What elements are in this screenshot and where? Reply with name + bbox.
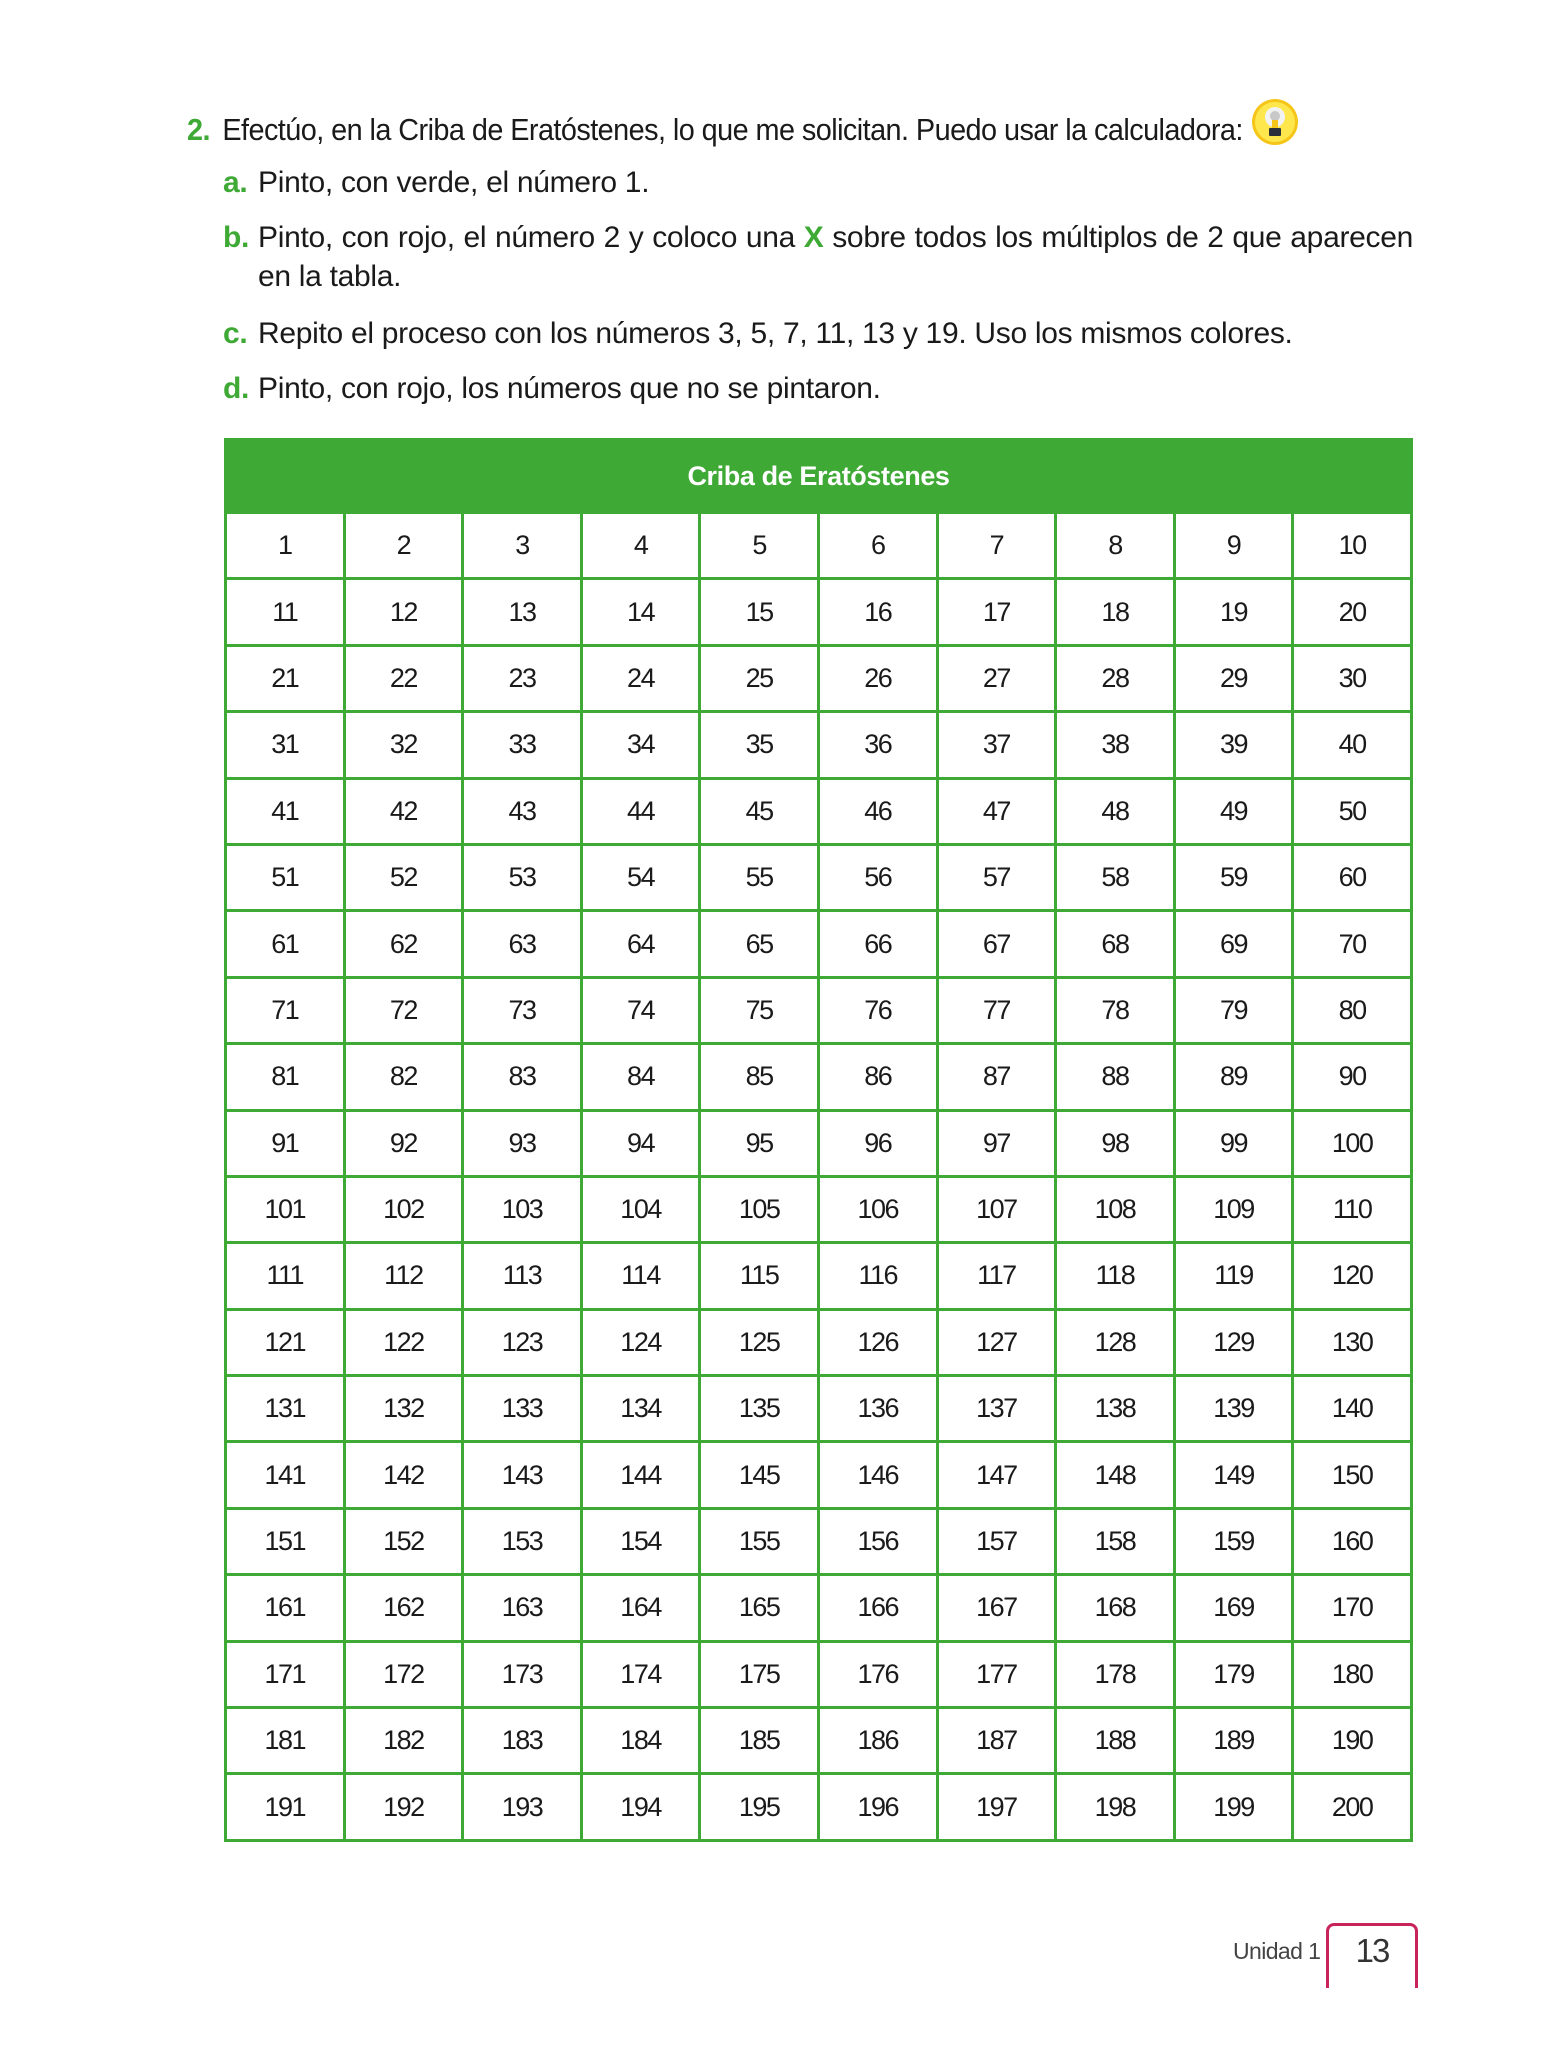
number-cell[interactable]: 155	[700, 1508, 819, 1574]
number-cell[interactable]: 50	[1293, 778, 1412, 844]
number-cell[interactable]: 187	[937, 1708, 1056, 1774]
number-cell[interactable]: 110	[1293, 1176, 1412, 1242]
number-cell[interactable]: 198	[1056, 1774, 1175, 1840]
number-cell[interactable]: 192	[344, 1774, 463, 1840]
exercise-instruction	[187, 112, 1243, 148]
number-cell[interactable]: 132	[344, 1376, 463, 1442]
number-cell[interactable]: 82	[344, 1044, 463, 1110]
number-cell[interactable]: 69	[1174, 911, 1293, 977]
number-cell[interactable]: 59	[1174, 844, 1293, 910]
number-cell[interactable]: 71	[226, 977, 345, 1043]
number-cell[interactable]: 107	[937, 1176, 1056, 1242]
number-cell[interactable]: 25	[700, 645, 819, 711]
number-cell[interactable]: 36	[818, 712, 937, 778]
table-row	[226, 1044, 1412, 1110]
number-cell[interactable]: 144	[581, 1442, 700, 1508]
number-cell[interactable]: 111	[226, 1243, 345, 1309]
number-cell[interactable]: 172	[344, 1641, 463, 1707]
number-cell[interactable]: 125	[700, 1309, 819, 1375]
number-cell[interactable]: 53	[463, 844, 582, 910]
number-cell[interactable]: 95	[700, 1110, 819, 1176]
number-cell[interactable]: 149	[1174, 1442, 1293, 1508]
number-cell[interactable]: 129	[1174, 1309, 1293, 1375]
number-cell[interactable]: 2	[344, 513, 463, 579]
number-cell[interactable]: 55	[700, 844, 819, 910]
number-cell[interactable]: 41	[226, 778, 345, 844]
number-cell[interactable]: 162	[344, 1575, 463, 1641]
number-cell[interactable]: 15	[700, 579, 819, 645]
item-text-part: sobre todos los múltiplos de 2 que aparecen en la tabla.	[258, 221, 1413, 293]
number-cell[interactable]: 113	[463, 1243, 582, 1309]
item-label: b.	[223, 221, 250, 254]
number-cell[interactable]: 35	[700, 712, 819, 778]
number-cell[interactable]: 26	[818, 645, 937, 711]
table-body	[226, 513, 1412, 1841]
number-cell[interactable]: 67	[937, 911, 1056, 977]
number-cell[interactable]: 178	[1056, 1641, 1175, 1707]
number-cell[interactable]: 112	[344, 1243, 463, 1309]
number-cell[interactable]: 142	[344, 1442, 463, 1508]
number-cell[interactable]: 70	[1293, 911, 1412, 977]
number-cell[interactable]: 60	[1293, 844, 1412, 910]
number-cell[interactable]: 20	[1293, 579, 1412, 645]
number-cell[interactable]: 176	[818, 1641, 937, 1707]
number-cell[interactable]: 190	[1293, 1708, 1412, 1774]
item-label: c.	[223, 317, 248, 350]
number-cell[interactable]: 120	[1293, 1243, 1412, 1309]
item-text: Pinto, con rojo, los números que no se pintaron.	[258, 372, 881, 405]
number-cell[interactable]: 139	[1174, 1376, 1293, 1442]
number-cell[interactable]: 184	[581, 1708, 700, 1774]
number-cell[interactable]: 87	[937, 1044, 1056, 1110]
number-cell[interactable]: 167	[937, 1575, 1056, 1641]
number-cell[interactable]: 123	[463, 1309, 582, 1375]
number-cell[interactable]: 80	[1293, 977, 1412, 1043]
number-cell[interactable]: 133	[463, 1376, 582, 1442]
number-cell[interactable]: 115	[700, 1243, 819, 1309]
number-cell[interactable]: 85	[700, 1044, 819, 1110]
table-row	[226, 1774, 1412, 1840]
number-cell[interactable]: 24	[581, 645, 700, 711]
number-cell[interactable]: 92	[344, 1110, 463, 1176]
unit-label: Unidad 1	[1233, 1938, 1321, 1964]
number-cell[interactable]: 40	[1293, 712, 1412, 778]
number-cell[interactable]: 153	[463, 1508, 582, 1574]
number-cell[interactable]: 174	[581, 1641, 700, 1707]
number-cell[interactable]: 88	[1056, 1044, 1175, 1110]
table-row	[226, 911, 1412, 977]
number-cell[interactable]: 185	[700, 1708, 819, 1774]
number-cell[interactable]: 116	[818, 1243, 937, 1309]
number-cell[interactable]: 148	[1056, 1442, 1175, 1508]
number-cell[interactable]: 73	[463, 977, 582, 1043]
number-cell[interactable]: 138	[1056, 1376, 1175, 1442]
number-cell[interactable]: 13	[463, 579, 582, 645]
number-cell[interactable]: 103	[463, 1176, 582, 1242]
number-cell[interactable]: 170	[1293, 1575, 1412, 1641]
number-cell[interactable]: 180	[1293, 1641, 1412, 1707]
number-cell[interactable]: 27	[937, 645, 1056, 711]
number-cell[interactable]: 11	[226, 579, 345, 645]
number-cell[interactable]: 98	[1056, 1110, 1175, 1176]
number-cell[interactable]: 104	[581, 1176, 700, 1242]
number-cell[interactable]: 183	[463, 1708, 582, 1774]
number-cell[interactable]: 84	[581, 1044, 700, 1110]
item-b	[223, 218, 1413, 296]
number-cell[interactable]: 4	[581, 513, 700, 579]
number-cell[interactable]: 38	[1056, 712, 1175, 778]
number-cell[interactable]: 118	[1056, 1243, 1175, 1309]
number-cell[interactable]: 164	[581, 1575, 700, 1641]
item-a	[223, 163, 1413, 202]
number-cell[interactable]: 96	[818, 1110, 937, 1176]
table-row	[226, 1442, 1412, 1508]
number-cell[interactable]: 166	[818, 1575, 937, 1641]
number-cell[interactable]: 43	[463, 778, 582, 844]
number-cell[interactable]: 9	[1174, 513, 1293, 579]
number-cell[interactable]: 194	[581, 1774, 700, 1840]
number-cell[interactable]: 105	[700, 1176, 819, 1242]
lightbulb-icon	[1251, 98, 1299, 146]
instruction-text: Efectúo, en la Criba de Eratóstenes, lo que me solicitan. Puedo usar la calculadora:	[222, 112, 1243, 147]
number-cell[interactable]: 7	[937, 513, 1056, 579]
number-cell[interactable]: 159	[1174, 1508, 1293, 1574]
number-cell[interactable]: 10	[1293, 513, 1412, 579]
number-cell[interactable]: 199	[1174, 1774, 1293, 1840]
table-row	[226, 844, 1412, 910]
number-cell[interactable]: 44	[581, 778, 700, 844]
number-cell[interactable]: 161	[226, 1575, 345, 1641]
number-cell[interactable]: 83	[463, 1044, 582, 1110]
number-cell[interactable]: 119	[1174, 1243, 1293, 1309]
number-cell[interactable]: 75	[700, 977, 819, 1043]
number-cell[interactable]: 61	[226, 911, 345, 977]
number-cell[interactable]: 77	[937, 977, 1056, 1043]
number-cell[interactable]: 127	[937, 1309, 1056, 1375]
table-row	[226, 1110, 1412, 1176]
number-cell[interactable]: 19	[1174, 579, 1293, 645]
number-cell[interactable]: 28	[1056, 645, 1175, 711]
number-cell[interactable]: 68	[1056, 911, 1175, 977]
number-cell[interactable]: 189	[1174, 1708, 1293, 1774]
number-cell[interactable]: 76	[818, 977, 937, 1043]
number-cell[interactable]: 171	[226, 1641, 345, 1707]
page-number-box	[1326, 1923, 1418, 1988]
number-cell[interactable]: 141	[226, 1442, 345, 1508]
number-cell[interactable]: 193	[463, 1774, 582, 1840]
table-row	[226, 1376, 1412, 1442]
number-cell[interactable]: 78	[1056, 977, 1175, 1043]
table-row	[226, 1309, 1412, 1375]
number-cell[interactable]: 65	[700, 911, 819, 977]
number-cell[interactable]: 173	[463, 1641, 582, 1707]
number-cell[interactable]: 14	[581, 579, 700, 645]
number-cell[interactable]: 39	[1174, 712, 1293, 778]
number-cell[interactable]: 121	[226, 1309, 345, 1375]
number-cell[interactable]: 90	[1293, 1044, 1412, 1110]
table-row	[226, 1243, 1412, 1309]
number-cell[interactable]: 117	[937, 1243, 1056, 1309]
number-cell[interactable]: 16	[818, 579, 937, 645]
number-cell[interactable]: 195	[700, 1774, 819, 1840]
number-cell[interactable]: 8	[1056, 513, 1175, 579]
table-row	[226, 977, 1412, 1043]
exercise-number: 2.	[187, 112, 210, 147]
number-cell[interactable]: 182	[344, 1708, 463, 1774]
number-cell[interactable]: 79	[1174, 977, 1293, 1043]
number-cell[interactable]: 91	[226, 1110, 345, 1176]
number-cell[interactable]: 140	[1293, 1376, 1412, 1442]
x-mark-highlight: X	[803, 221, 824, 254]
number-cell[interactable]: 30	[1293, 645, 1412, 711]
number-cell[interactable]: 81	[226, 1044, 345, 1110]
number-cell[interactable]: 135	[700, 1376, 819, 1442]
number-cell[interactable]: 106	[818, 1176, 937, 1242]
number-cell[interactable]: 126	[818, 1309, 937, 1375]
number-cell[interactable]: 23	[463, 645, 582, 711]
number-cell[interactable]: 46	[818, 778, 937, 844]
number-cell[interactable]: 136	[818, 1376, 937, 1442]
number-cell[interactable]: 63	[463, 911, 582, 977]
number-cell[interactable]: 137	[937, 1376, 1056, 1442]
number-cell[interactable]: 177	[937, 1641, 1056, 1707]
item-d	[223, 369, 1413, 408]
number-cell[interactable]: 54	[581, 844, 700, 910]
item-text: Pinto, con verde, el número 1.	[258, 166, 650, 199]
table-row	[226, 1575, 1412, 1641]
number-cell[interactable]: 102	[344, 1176, 463, 1242]
number-cell[interactable]: 169	[1174, 1575, 1293, 1641]
number-cell[interactable]: 93	[463, 1110, 582, 1176]
number-cell[interactable]: 6	[818, 513, 937, 579]
number-cell[interactable]: 99	[1174, 1110, 1293, 1176]
number-cell[interactable]: 74	[581, 977, 700, 1043]
number-cell[interactable]: 108	[1056, 1176, 1175, 1242]
number-cell[interactable]: 154	[581, 1508, 700, 1574]
number-cell[interactable]: 152	[344, 1508, 463, 1574]
number-cell[interactable]: 134	[581, 1376, 700, 1442]
number-cell[interactable]: 156	[818, 1508, 937, 1574]
number-cell[interactable]: 146	[818, 1442, 937, 1508]
number-cell[interactable]: 191	[226, 1774, 345, 1840]
number-cell[interactable]: 1	[226, 513, 345, 579]
number-cell[interactable]: 145	[700, 1442, 819, 1508]
number-cell[interactable]: 32	[344, 712, 463, 778]
item-text-part: Pinto, con rojo, el número 2 y coloco una	[258, 221, 804, 254]
number-cell[interactable]: 109	[1174, 1176, 1293, 1242]
table-row	[226, 1708, 1412, 1774]
number-cell[interactable]: 66	[818, 911, 937, 977]
number-cell[interactable]: 3	[463, 513, 582, 579]
number-cell[interactable]: 47	[937, 778, 1056, 844]
number-cell[interactable]: 175	[700, 1641, 819, 1707]
item-text: Repito el proceso con los números 3, 5, 7, 11, 13 y 19. Uso los mismos colores.	[258, 317, 1293, 350]
table-row	[226, 645, 1412, 711]
number-cell[interactable]: 21	[226, 645, 345, 711]
sieve-table	[224, 438, 1413, 1842]
number-cell[interactable]: 49	[1174, 778, 1293, 844]
number-cell[interactable]: 130	[1293, 1309, 1412, 1375]
table-row	[226, 513, 1412, 579]
number-cell[interactable]: 94	[581, 1110, 700, 1176]
number-cell[interactable]: 58	[1056, 844, 1175, 910]
number-cell[interactable]: 89	[1174, 1044, 1293, 1110]
number-cell[interactable]: 12	[344, 579, 463, 645]
number-cell[interactable]: 151	[226, 1508, 345, 1574]
number-cell[interactable]: 34	[581, 712, 700, 778]
number-cell[interactable]: 22	[344, 645, 463, 711]
number-cell[interactable]: 37	[937, 712, 1056, 778]
number-cell[interactable]: 86	[818, 1044, 937, 1110]
number-cell[interactable]: 128	[1056, 1309, 1175, 1375]
number-cell[interactable]: 101	[226, 1176, 345, 1242]
table-title: Criba de Eratóstenes	[226, 440, 1412, 513]
number-cell[interactable]: 57	[937, 844, 1056, 910]
number-cell[interactable]: 62	[344, 911, 463, 977]
number-cell[interactable]: 97	[937, 1110, 1056, 1176]
item-c	[223, 314, 1413, 353]
number-cell[interactable]: 42	[344, 778, 463, 844]
number-cell[interactable]: 157	[937, 1508, 1056, 1574]
number-cell[interactable]: 18	[1056, 579, 1175, 645]
item-label: d.	[223, 372, 250, 405]
table-row	[226, 1508, 1412, 1574]
number-cell[interactable]: 147	[937, 1442, 1056, 1508]
number-cell[interactable]: 100	[1293, 1110, 1412, 1176]
number-cell[interactable]: 17	[937, 579, 1056, 645]
number-cell[interactable]: 179	[1174, 1641, 1293, 1707]
number-cell[interactable]: 52	[344, 844, 463, 910]
table-row	[226, 712, 1412, 778]
number-cell[interactable]: 197	[937, 1774, 1056, 1840]
number-cell[interactable]: 168	[1056, 1575, 1175, 1641]
table-row	[226, 1641, 1412, 1707]
number-cell[interactable]: 150	[1293, 1442, 1412, 1508]
number-cell[interactable]: 122	[344, 1309, 463, 1375]
number-cell[interactable]: 48	[1056, 778, 1175, 844]
number-cell[interactable]: 200	[1293, 1774, 1412, 1840]
number-cell[interactable]: 31	[226, 712, 345, 778]
number-cell[interactable]: 186	[818, 1708, 937, 1774]
number-cell[interactable]: 5	[700, 513, 819, 579]
number-cell[interactable]: 165	[700, 1575, 819, 1641]
number-cell[interactable]: 131	[226, 1376, 345, 1442]
number-cell[interactable]: 163	[463, 1575, 582, 1641]
number-cell[interactable]: 196	[818, 1774, 937, 1840]
number-cell[interactable]: 51	[226, 844, 345, 910]
number-cell[interactable]: 56	[818, 844, 937, 910]
number-cell[interactable]: 72	[344, 977, 463, 1043]
number-cell[interactable]: 64	[581, 911, 700, 977]
number-cell[interactable]: 158	[1056, 1508, 1175, 1574]
item-label: a.	[223, 166, 248, 199]
table-row	[226, 579, 1412, 645]
number-cell[interactable]: 160	[1293, 1508, 1412, 1574]
number-cell[interactable]: 188	[1056, 1708, 1175, 1774]
number-cell[interactable]: 181	[226, 1708, 345, 1774]
item-text	[258, 218, 1413, 296]
number-cell[interactable]: 143	[463, 1442, 582, 1508]
number-cell[interactable]: 29	[1174, 645, 1293, 711]
number-cell[interactable]: 45	[700, 778, 819, 844]
page-number: 13	[1355, 1932, 1389, 1969]
number-cell[interactable]: 33	[463, 712, 582, 778]
number-cell[interactable]: 124	[581, 1309, 700, 1375]
table-row	[226, 1176, 1412, 1242]
table-row	[226, 778, 1412, 844]
number-cell[interactable]: 114	[581, 1243, 700, 1309]
